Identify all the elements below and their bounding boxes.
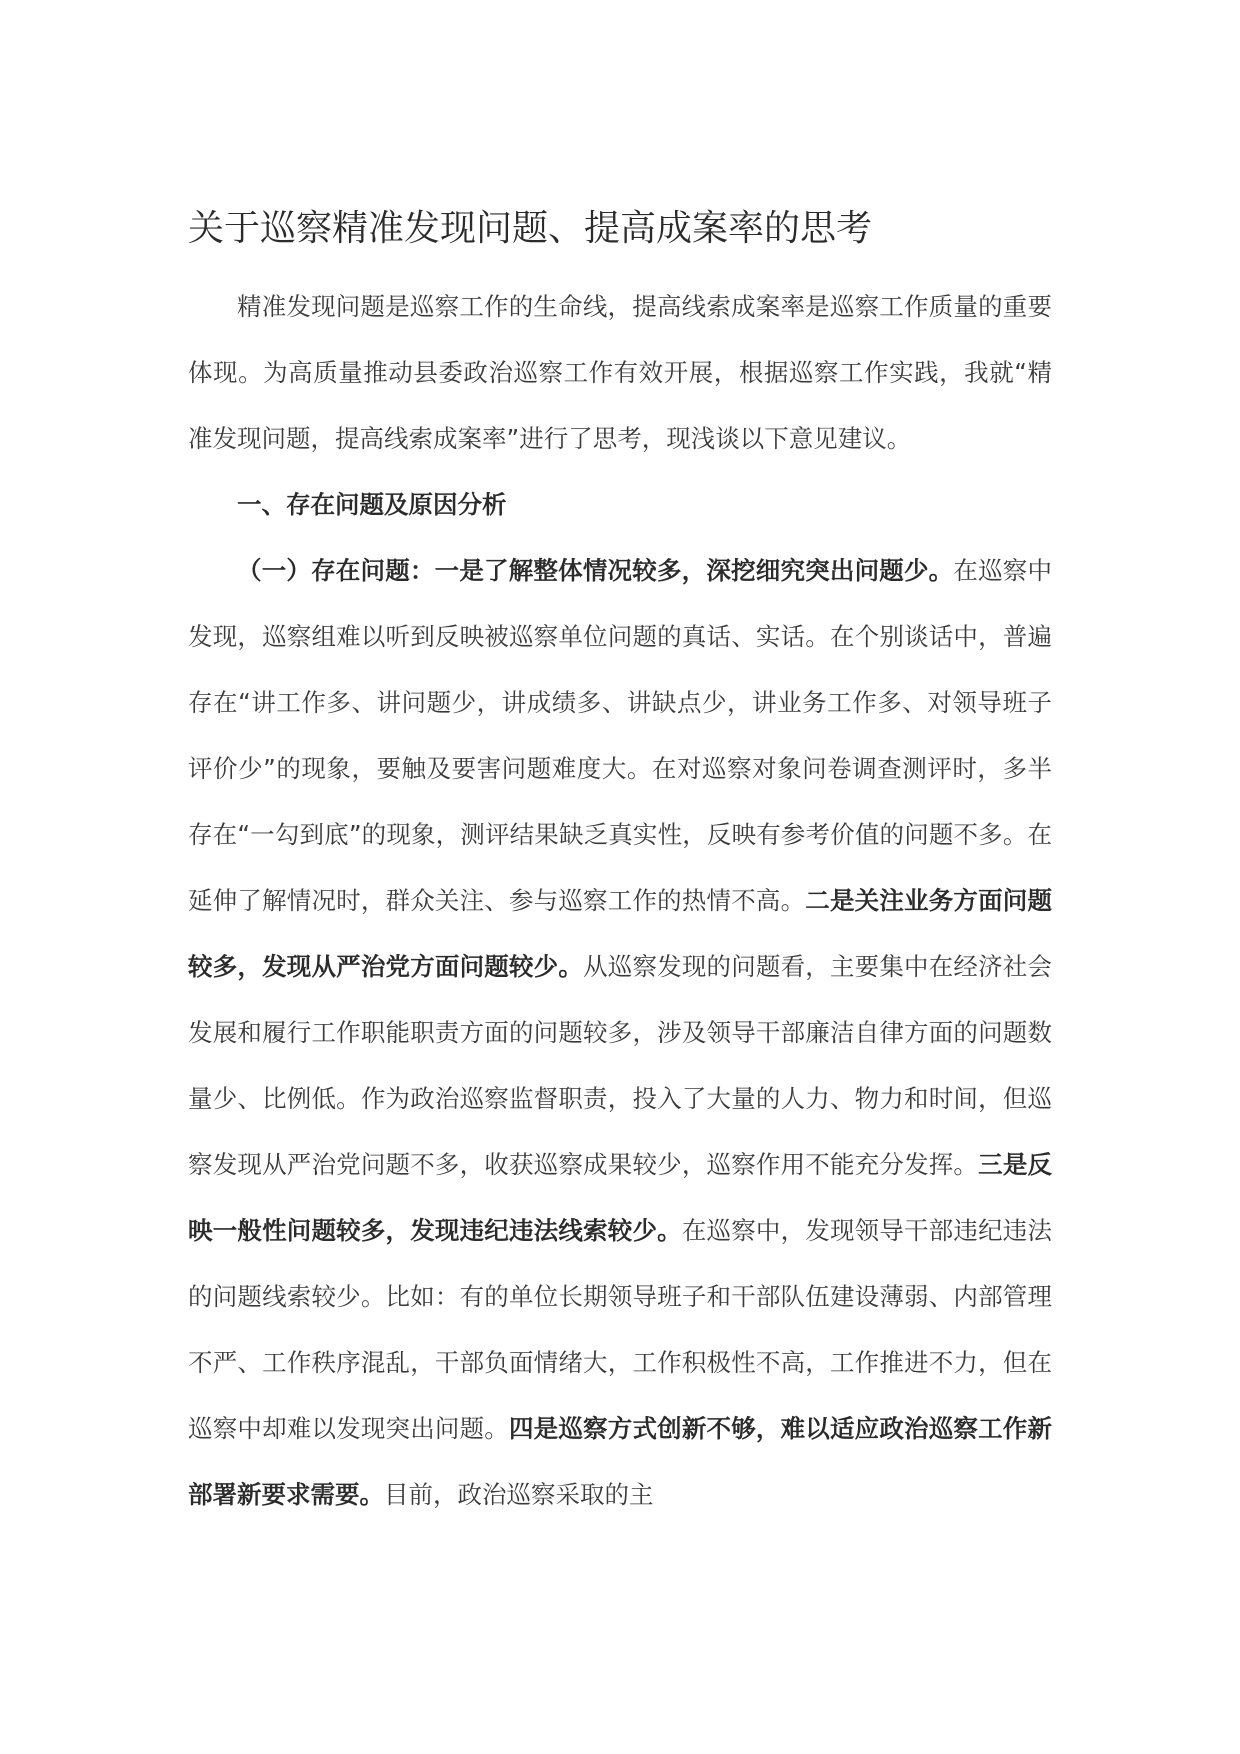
point-4-text: 目前，政治巡察采取的主 — [384, 1480, 654, 1509]
point-1-heading: 一是了解整体情况较多，深挖细究突出问题少。 — [434, 556, 954, 585]
body-paragraph — [188, 538, 1052, 1528]
point-2-text: 从巡察发现的问题看，主要集中在经济社会发展和履行工作职能职责方面的问题较多，涉及领导干部廉洁自律方面的问题数量少、比例低。作为政治巡察监督职责，投入了大量的人力、物力和时间，但巡察发现从严治党问题不多，收获巡察成果较少，巡察作用不能充分发挥。 — [188, 952, 1053, 1179]
point-4-heading: 四是巡察方式创新不够，难以适应政治巡察工作新部署新要求需要。 — [188, 1414, 1052, 1509]
document-page — [188, 204, 1052, 1528]
point-1-text: 在巡察中发现，巡察组难以听到反映被巡察单位问题的真话、实话。在个别谈话中，普遍存在“讲工作多、讲问题少，讲成绩多、讲缺点少，讲业务工作多、对领导班子评价少”的现象，要触及要害问题难度大。在对巡察对象问卷调查测评时，多半存在“一勾到底”的现象，测评结果缺乏真实性，反映有参考价值的问题不多。在延伸了解情况时，群众关注、参与巡察工作的热情不高。 — [188, 556, 1052, 915]
document-title: 关于巡察精准发现问题、提高成案率的思考 — [188, 208, 873, 249]
section-heading: 一、存在问题及原因分析 — [237, 490, 507, 519]
intro-paragraph: 精准发现问题是巡察工作的生命线，提高线索成案率是巡察工作质量的重要体现。为高质量推动县委政治巡察工作有效开展，根据巡察工作实践，我就“精准发现问题，提高线索成案率”进行了思考，现浅谈以下意见建议。 — [188, 292, 1052, 453]
point-3-text: 在巡察中，发现领导干部违纪违法的问题线索较少。比如：有的单位长期领导班子和干部队伍建设薄弱、内部管理不严、工作秩序混乱，干部负面情绪大，工作积极性不高，工作推进不力，但在巡察中却难以发现突出问题。 — [188, 1216, 1053, 1443]
subsection-label: （一）存在问题： — [237, 556, 435, 585]
point-2-heading: 二是关注业务方面问题较多，发现从严治党方面问题较少。 — [188, 886, 1053, 981]
point-3-heading: 三是反映一般性问题较多，发现违纪违法线索较少。 — [188, 1150, 1053, 1245]
